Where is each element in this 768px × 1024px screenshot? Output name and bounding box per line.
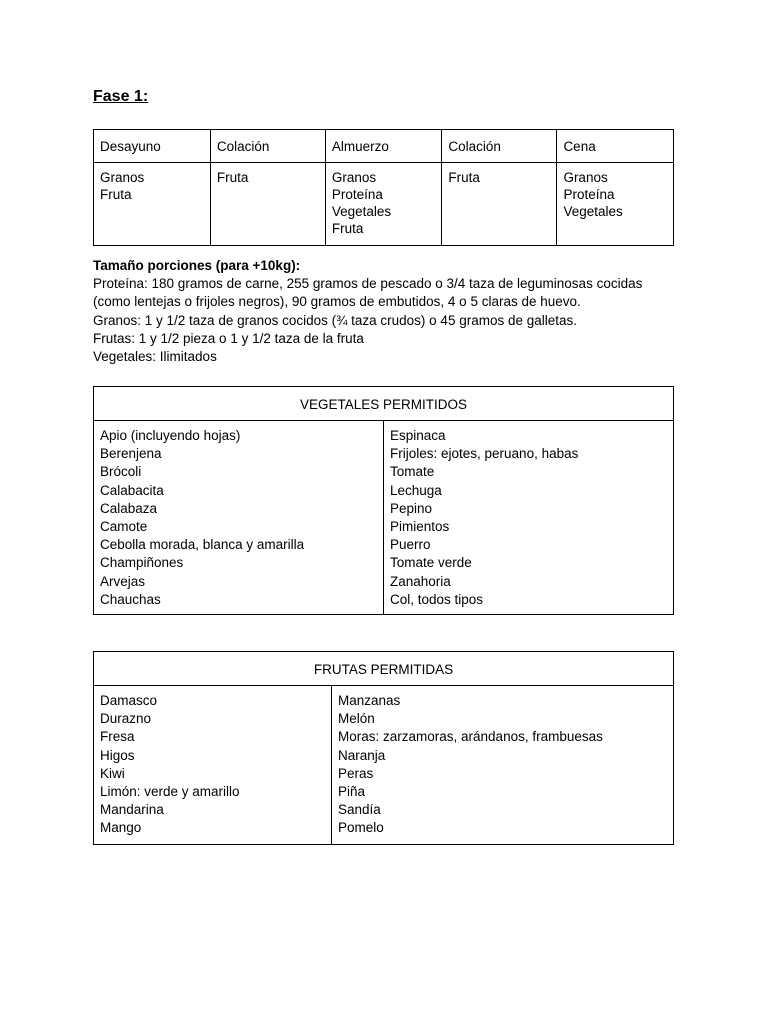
vegetable-item: Camote: [100, 519, 148, 535]
fruit-item: Limón: verde y amarillo: [100, 784, 240, 800]
vegetable-item: Espinaca: [390, 428, 446, 443]
meal-item: Proteína: [331, 187, 383, 202]
meal-item: Granos: [563, 170, 608, 185]
vegetable-item: Calabaza: [100, 500, 158, 516]
vegetable-item: Brócoli: [100, 464, 142, 480]
vegetable-item: Chauchas: [100, 591, 161, 607]
portion-line: (como lentejas o frijoles negros), 90 gramos de embutidos, 4 o 5 claras de huevo.: [93, 294, 581, 310]
fruit-item: Mango: [100, 820, 142, 836]
vegetable-item: Pepino: [390, 500, 433, 516]
meal-header: Colación: [210, 130, 325, 163]
vegetable-item: Col, todos tipos: [390, 591, 484, 607]
vegetable-item: Tomate: [390, 464, 435, 480]
meal-header: Desayuno: [94, 130, 211, 163]
meal-cell-colacion-1: [210, 163, 325, 246]
portion-line: Vegetales: Ilimitados: [93, 349, 217, 365]
fruit-item: Pomelo: [338, 820, 384, 836]
meal-item: Proteína: [563, 187, 615, 202]
page-title: Fase 1:: [93, 88, 149, 105]
vegetable-item: Frijoles: ejotes, peruano, habas: [390, 446, 579, 462]
vegetable-item: Lechuga: [390, 482, 442, 498]
meal-plan-table: [93, 129, 674, 246]
meal-item: Granos: [100, 170, 145, 185]
vegetable-item: Champiñones: [100, 555, 184, 571]
fruit-item: Naranja: [338, 747, 386, 763]
meal-header: Cena: [557, 130, 674, 163]
vegetable-item: Pimientos: [390, 519, 450, 535]
meal-header: Almuerzo: [325, 130, 442, 163]
vegetable-item: Arvejas: [100, 573, 146, 589]
vegetable-item: Cebolla morada, blanca y amarilla: [100, 537, 305, 553]
vegetable-item: Puerro: [390, 537, 431, 553]
meal-header: Colación: [442, 130, 557, 163]
fruit-item: Piña: [338, 784, 366, 800]
meal-cell-colacion-2: [442, 163, 557, 246]
fruits-header: FRUTAS PERMITIDAS: [94, 652, 674, 686]
meal-item: Fruta: [100, 187, 132, 202]
vegetables-header: VEGETALES PERMITIDOS: [94, 387, 674, 421]
fruit-item: Higos: [100, 747, 135, 763]
fruit-item: Moras: zarzamoras, arándanos, frambuesas: [338, 729, 603, 745]
fruit-item: Sandía: [338, 802, 381, 818]
fruits-column-2: [332, 686, 674, 845]
portion-line: Frutas: 1 y 1/2 pieza o 1 y 1/2 taza de la fruta: [93, 330, 364, 346]
fruit-item: Peras: [338, 765, 374, 781]
meal-cell-desayuno: [94, 163, 211, 246]
vegetable-item: Berenjena: [100, 446, 162, 462]
meal-cell-almuerzo: [325, 163, 442, 246]
fruit-item: Mandarina: [100, 802, 164, 818]
portion-line: Granos: 1 y 1/2 taza de granos cocidos (¾ taza crudos) o 45 gramos de galletas.: [93, 312, 578, 328]
fruit-item: Melón: [338, 711, 375, 727]
portion-line: Proteína: 180 gramos de carne, 255 gramos de pescado o 3/4 taza de leguminosas cocidas: [93, 276, 643, 292]
meal-cell-cena: [557, 163, 674, 246]
vegetable-item: Calabacita: [100, 482, 164, 498]
fruits-column-1: [94, 686, 332, 845]
fruit-item: Manzanas: [338, 693, 401, 708]
vegetables-column-2: [384, 421, 674, 615]
meal-item: Granos: [331, 170, 377, 185]
vegetable-item: Zanahoria: [390, 573, 451, 589]
fruits-table: [93, 651, 674, 845]
vegetable-item: Apio (incluyendo hojas): [100, 428, 241, 443]
meal-item: Fruta: [448, 170, 480, 185]
fruit-item: Damasco: [100, 693, 158, 708]
meal-item: Vegetales: [563, 204, 623, 219]
portion-heading: Tamaño porciones (para +10kg):: [93, 258, 301, 273]
vegetable-item: Tomate verde: [390, 555, 472, 571]
meal-item: Fruta: [216, 170, 249, 185]
meal-item: Fruta: [331, 221, 364, 236]
vegetables-table: [93, 386, 674, 615]
fruit-item: Fresa: [100, 729, 135, 745]
fruit-item: Kiwi: [100, 765, 125, 781]
fruit-item: Durazno: [100, 711, 152, 727]
portion-sizes: [93, 257, 693, 366]
vegetables-column-1: [94, 421, 384, 615]
meal-item: Vegetales: [331, 204, 392, 219]
